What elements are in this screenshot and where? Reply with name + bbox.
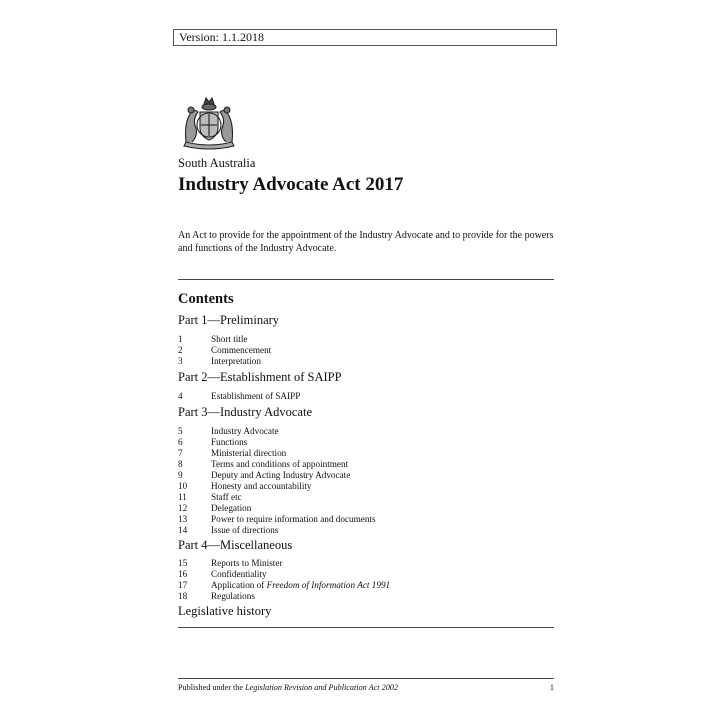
section-number: 5 [178, 426, 183, 436]
page-number: 1 [549, 683, 554, 692]
footer-act-name: Legislation Revision and Publication Act 2002 [245, 683, 398, 692]
contents-entry[interactable] [178, 580, 390, 591]
section-title: Commencement [211, 345, 272, 355]
section-number: 9 [178, 470, 183, 480]
footer-divider [178, 678, 554, 679]
section-title: Industry Advocate [211, 426, 279, 436]
section-title: Reports to Minister [211, 558, 283, 568]
part-heading: Part 2—Establishment of SAIPP [178, 370, 342, 384]
section-title: Interpretation [211, 356, 261, 366]
section-title: Issue of directions [211, 525, 279, 535]
section-number: 7 [178, 448, 183, 458]
contents-entry[interactable] [178, 345, 271, 356]
contents-entry[interactable] [178, 492, 242, 503]
section-number: 18 [178, 591, 188, 601]
section-number: 6 [178, 437, 183, 447]
section-number: 8 [178, 459, 183, 469]
section-number: 13 [178, 514, 188, 524]
section-title: Delegation [211, 503, 252, 513]
contents-entry[interactable] [178, 525, 278, 536]
section-title-italic: Freedom of Information Act 1991 [266, 580, 391, 590]
contents-entry[interactable] [178, 391, 300, 402]
section-title: Establishment of SAIPP [211, 391, 301, 401]
section-number: 1 [178, 334, 183, 344]
section-number: 14 [178, 525, 188, 535]
legislative-history-link[interactable]: Legislative history [178, 604, 272, 618]
section-number: 4 [178, 391, 183, 401]
section-number: 16 [178, 569, 188, 579]
jurisdiction: South Australia [178, 156, 256, 170]
coat-of-arms-icon [178, 94, 240, 152]
section-title: Staff etc [211, 492, 242, 502]
part-heading: Part 4—Miscellaneous [178, 538, 293, 552]
section-number: 2 [178, 345, 183, 355]
contents-entry[interactable] [178, 481, 312, 492]
contents-entry[interactable] [178, 514, 376, 525]
divider [178, 279, 554, 280]
contents-entry[interactable] [178, 448, 286, 459]
footer-prefix: Published under the [178, 683, 246, 692]
part-heading: Part 3—Industry Advocate [178, 405, 313, 419]
contents-entry[interactable] [178, 437, 247, 448]
section-number: 10 [178, 481, 188, 491]
long-title: An Act to provide for the appointment of the Industry Advocate and to provide for the powers and functions of the Industry Advocate. [178, 230, 554, 254]
version-label: Version: 1.1.2018 [179, 30, 264, 44]
contents-entry[interactable] [178, 591, 255, 602]
section-title: Deputy and Acting Industry Advocate [211, 470, 351, 480]
divider [178, 627, 554, 628]
section-title: Honesty and accountability [211, 481, 312, 491]
section-number: 12 [178, 503, 188, 513]
section-title: Power to require information and documents [211, 514, 376, 524]
footer [178, 683, 554, 692]
act-title: Industry Advocate Act 2017 [178, 174, 404, 195]
version-box [173, 29, 557, 46]
contents-entry[interactable] [178, 569, 267, 580]
contents-entry[interactable] [178, 334, 248, 345]
contents-entry[interactable] [178, 426, 279, 437]
section-number: 3 [178, 356, 183, 366]
section-title: Regulations [211, 591, 255, 601]
section-title: Ministerial direction [211, 448, 287, 458]
contents-entry[interactable] [178, 558, 282, 569]
section-title-prefix: Application of [211, 580, 267, 590]
section-number: 11 [178, 492, 187, 502]
section-title: Short title [211, 334, 248, 344]
section-title: Terms and conditions of appointment [211, 459, 349, 469]
section-number: 15 [178, 558, 188, 568]
contents-entry[interactable] [178, 503, 251, 514]
section-number: 17 [178, 580, 188, 590]
contents-entry[interactable] [178, 356, 261, 367]
section-title: Functions [211, 437, 248, 447]
part-heading: Part 1—Preliminary [178, 313, 280, 327]
section-title: Confidentiality [211, 569, 267, 579]
contents-entry[interactable] [178, 470, 350, 481]
contents-heading: Contents [178, 291, 234, 307]
contents-entry[interactable] [178, 459, 348, 470]
